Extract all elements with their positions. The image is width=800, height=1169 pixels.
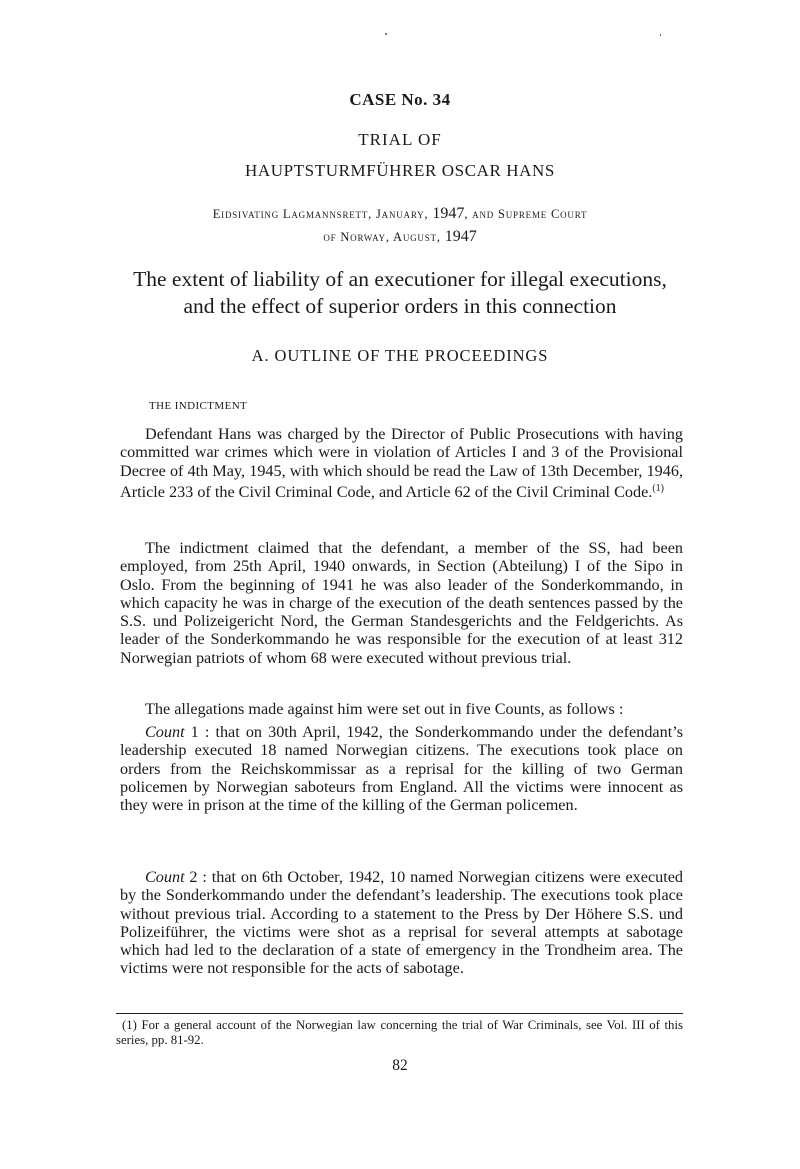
paragraph-allegations-intro bbox=[120, 700, 683, 718]
footnote bbox=[116, 1018, 683, 1047]
subtitle-line-2: and the effect of superior orders in this connection bbox=[183, 294, 617, 318]
count-text: that on 6th October, 1942, 10 named Norwegian citizens were executed by the Sonderkommando under the defendant’s leadership. The executions took place without previous trial. According to a statement to the Press by Der Höhere S.S. und Polizeiführer, the victims were shot as a reprisal for several attempts at sabotage which had led to the declaration of a state of emergency in the Trondheim area. The victims were not responsible for the acts of sabotage. bbox=[120, 868, 684, 978]
court-line-1-tail: , and Supreme Court bbox=[464, 207, 588, 221]
scan-speck bbox=[385, 33, 387, 35]
paragraph-indictment-claim bbox=[120, 539, 683, 667]
defendant-name-heading: HAUPTSTURMFÜHRER OSCAR HANS bbox=[245, 161, 555, 180]
subtitle-line-1: The extent of liability of an executioner for illegal executions, bbox=[133, 267, 667, 291]
indictment-subheading: THE INDICTMENT bbox=[149, 400, 248, 412]
paragraph-text: The allegations made against him were set out in five Counts, as follows : bbox=[145, 700, 624, 718]
footnote-reference[interactable]: (1) bbox=[652, 482, 664, 494]
count-number: 1 : bbox=[184, 723, 216, 741]
paragraph-text: The indictment claimed that the defendant, a member of the SS, had been employed, from 25th April, 1940 onwards, in Section (Abteilung) I of the Sipo in Oslo. From the beginning of 1941 he was also leader of the Sonderkommando, in which capacity he was in charge of the execution of the death sentences passed by the S.S. und Polizeigericht Nord, the German Standesgerichts and the Feldgerichts. As leader of the Sonderkommando he was responsible for the execution of at least 312 Norwegian patriots of whom 68 were executed without previous trial. bbox=[120, 539, 683, 667]
paragraph-count-1 bbox=[120, 723, 683, 814]
count-number: 2 : bbox=[184, 868, 212, 886]
case-number: CASE No. 34 bbox=[349, 90, 451, 109]
footnote-divider bbox=[116, 1013, 683, 1014]
court-line-2-text: of Norway, August, bbox=[323, 230, 445, 244]
count-text: that on 30th April, 1942, the Sonderkommando under the defendant’s leadership executed 18 named Norwegian citizens. The executions took place on orders from the Reichskommissar as a reprisal for the killing of two German policemen by Norwegian saboteurs from England. All the victims were innocent as they were in prison at the time of the killing of the German policemen. bbox=[120, 723, 683, 815]
footnote-text: For a general account of the Norwegian law concerning the trial of War Criminals, see Vol. III of this series, pp. 81-92. bbox=[116, 1018, 683, 1047]
court-line-1 bbox=[0, 205, 800, 223]
count-label: Count bbox=[145, 868, 185, 886]
court-line-2 bbox=[0, 228, 800, 246]
court-line-1-year: 1947 bbox=[432, 205, 465, 222]
court-line-2-year: 1947 bbox=[444, 228, 477, 245]
paragraph-indictment-charge bbox=[120, 425, 683, 501]
section-heading: A. OUTLINE OF THE PROCEEDINGS bbox=[251, 346, 549, 365]
footnote-marker: (1) bbox=[122, 1018, 137, 1032]
trial-of-heading: TRIAL OF bbox=[358, 130, 442, 149]
paragraph-count-2 bbox=[120, 868, 683, 978]
scan-speck bbox=[660, 34, 661, 36]
page-number: 82 bbox=[392, 1057, 408, 1074]
paragraph-text: Defendant Hans was charged by the Director of Public Prosecutions with having committed war crimes which were in violation of Articles I and 3 of the Provisional Decree of 4th May, 1945, with which should be read the Law of 13th December, 1946, Article 233 of the Civil Criminal Code, and Article 62 of the Civil Criminal Code. bbox=[120, 425, 683, 501]
count-label: Count bbox=[145, 723, 185, 741]
court-line-1-text: Eidsivating Lagmannsrett, January, bbox=[212, 207, 433, 221]
case-subtitle bbox=[0, 266, 800, 320]
